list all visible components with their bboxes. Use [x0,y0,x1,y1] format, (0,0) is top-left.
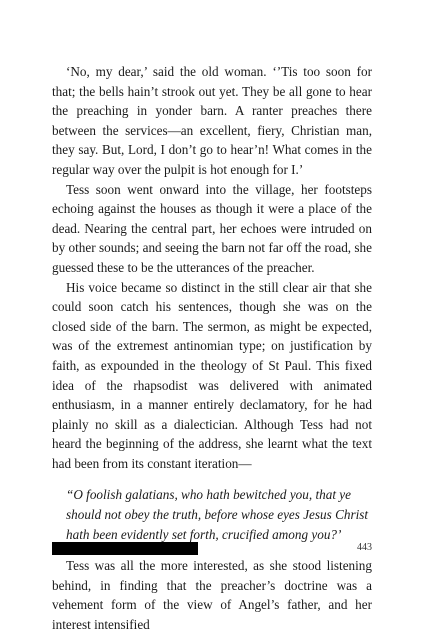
paragraph-old-woman-reply: ‘No, my dear,’ said the old woman. ‘’Tis too soon for that; the bells hain’t strook out yet. They be all gone to hear the preaching in yonder barn. A ranter preaches there between the services—an excellent, fiery, Christian man, they say. But, Lord, I don’t go to hear’n! What comes in the regular way over the pulpit is hot enough for I.’ [52,64,372,177]
scripture-quote [66,485,372,544]
paragraph-tess-village: Tess soon went onward into the village, her footsteps echoing against the houses as though it were a place of the dead. Nearing the central part, her echoes were intruded on by other sounds; and seeing the barn not far off the road, she guessed these to be the utterances of the preacher. [52,181,372,275]
redaction-bar [52,542,198,555]
paragraph-preacher-voice: His voice became so distinct in the still clear air that she could soon catch his sentences, though she was on the closed side of the barn. The sermon, as might be expected, was of the extremest antinomian type; on justification by faith, as expounded in the theology of St Paul. This fixed idea of the rhapsodist was delivered with animated enthusiasm, in a manner entirely declamatory, for he had plainly no skill as a dialectician. Although Tess had not heard the beginning of the address, she learnt what the text had been from its constant iteration— [52,279,372,471]
quote-line: hath been evidently set forth, crucified among you?’ [66,526,342,542]
quote-line: “O foolish galatians, who hath bewitched you, that ye [66,487,351,503]
page-number: 443 [357,542,372,553]
quote-line: should not obey the truth, before whose eyes Jesus Christ [66,507,369,523]
paragraph-tess-interested: Tess was all the more interested, as she stood listening behind, in finding that the preacher’s doctrine was a vehement form of the view of Angel’s father, and her interest intensified [52,558,372,633]
